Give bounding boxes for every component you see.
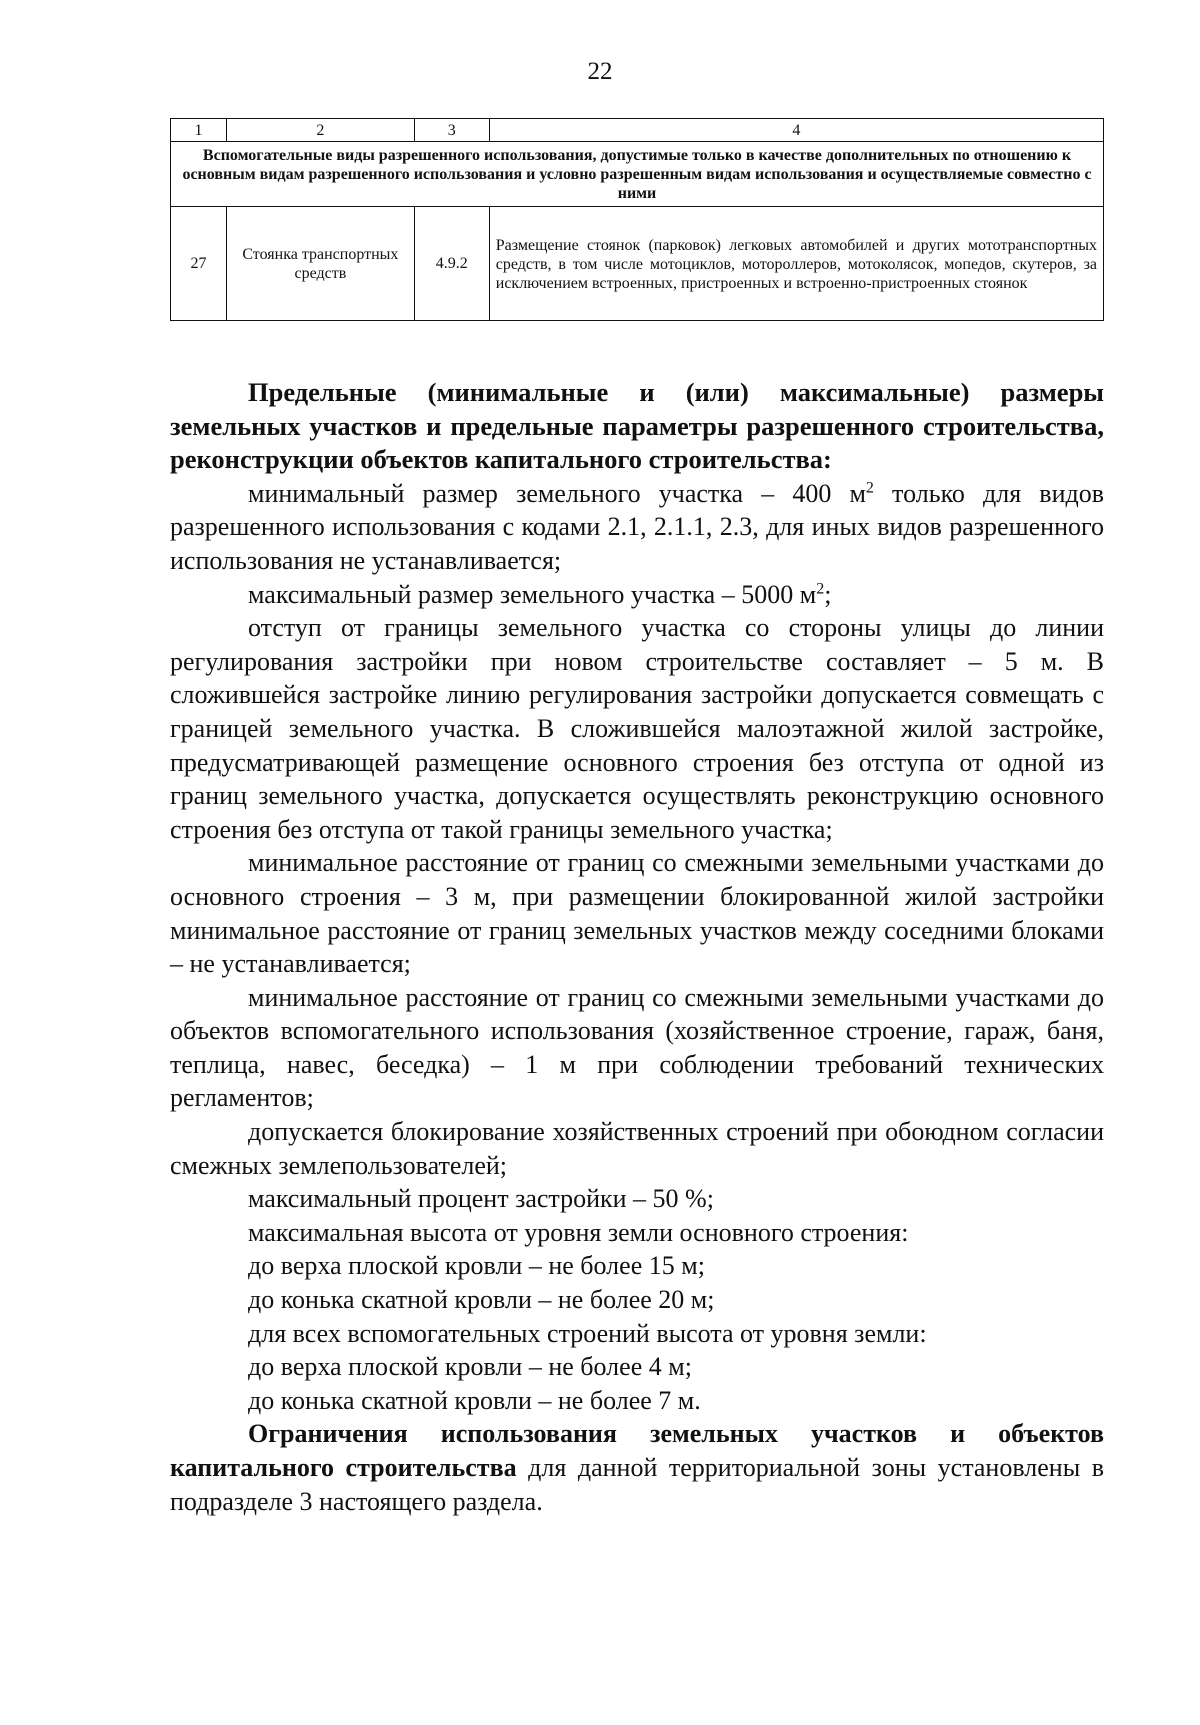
text-span: минимальный размер земельного участка – 400 м: [248, 478, 866, 508]
table-header-cell: 3: [414, 119, 489, 142]
page-number: 22: [587, 58, 613, 85]
paragraph-max-percent: максимальный процент застройки – 50 %;: [248, 1184, 714, 1214]
paragraph-min-size: [170, 477, 1104, 578]
text-span: только для видов разрешенного использования с кодами 2.1, 2.1.1, 2.3, для иных видов разрешенного использования не устанавливается;: [170, 478, 1104, 575]
row-name: Стоянка транспортных средств: [226, 207, 414, 321]
table-header-cell: 1: [171, 119, 227, 142]
text-span: максимальный размер земельного участка – 5000 м: [248, 579, 817, 609]
row-code: 4.9.2: [414, 207, 489, 321]
superscript: 2: [816, 579, 825, 597]
paragraph-flat-roof-aux: до верха плоской кровли – не более 4 м;: [248, 1352, 692, 1382]
paragraph-blocking: допускается блокирование хозяйственных строений при обоюдном согласии смежных землепользователей;: [170, 1117, 1104, 1180]
paragraph-distance-aux: минимальное расстояние от границ со смежными земельными участками до объектов вспомогательного использования (хозяйственное строение, гараж, баня, теплица, навес, беседка) – 1 м при соблюдении требований технических регламентов;: [170, 982, 1104, 1113]
section-heading: Предельные (минимальные и (или) максимальные) размеры земельных участков и предельные параметры разрешенного строительства, реконструкции объектов капитального строительства:: [170, 377, 1104, 475]
table-header-row: [171, 119, 1104, 142]
paragraph-distance-main: минимальное расстояние от границ со смежными земельными участками до основного строения – 3 м, при размещении блокированной жилой застройки минимальное расстояние от границ земельных участков между соседними блоками – не устанавливается;: [170, 848, 1104, 979]
paragraph-ridge-roof-aux: до конька скатной кровли – не более 7 м.: [248, 1385, 701, 1415]
paragraph-max-height: максимальная высота от уровня земли основного строения:: [248, 1217, 909, 1247]
table-group-title: Вспомогательные виды разрешенного использования, допустимые только в качестве дополнительных по отношению к основным видам разрешенного использования и условно разрешенным видам использования и осуществляемые совместно с ними: [171, 142, 1104, 207]
row-description: Размещение стоянок (парковок) легковых автомобилей и других мототранспортных средств, в том числе мотоциклов, мотороллеров, мотоколясок, мопедов, скутеров, за исключением встроенных, пристроенных и встроенно-пристроенных стоянок: [489, 207, 1103, 321]
table-group-row: [171, 142, 1104, 207]
land-use-table: [170, 118, 1104, 321]
superscript: 2: [865, 479, 874, 497]
paragraph-restrictions: [170, 1417, 1104, 1518]
bold-text: Ограничения использования земельных участков и объектов капитального строительства: [170, 1419, 1104, 1482]
table-header-cell: 2: [226, 119, 414, 142]
table-row: [171, 207, 1104, 321]
paragraph-offset: отступ от границы земельного участка со стороны улицы до линии регулирования застройки при новом строительстве составляет – 5 м. В сложившейся застройке линию регулирования застройки допускается совмещать с границей земельного участка. В сложившейся малоэтажной жилой застройке, предусматривающей размещение основного строения без отступа от одной из границ земельного участка, допускается осуществлять реконструкцию основного строения без отступа от такой границы земельного участка;: [170, 613, 1104, 844]
paragraph-ridge-roof-main: до конька скатной кровли – не более 20 м;: [248, 1285, 715, 1315]
paragraph-max-size: [170, 578, 1104, 612]
document-body: [170, 376, 1104, 1518]
paragraph-aux-height: для всех вспомогательных строений высота от уровня земли:: [248, 1318, 927, 1348]
paragraph-flat-roof-main: до верха плоской кровли – не более 15 м;: [248, 1251, 705, 1281]
text-span: для данной территориальной зоны установлены в подразделе 3 настоящего раздела.: [170, 1453, 1104, 1516]
text-span: ;: [824, 579, 832, 609]
table-header-cell: 4: [489, 119, 1103, 142]
row-number: 27: [171, 207, 227, 321]
